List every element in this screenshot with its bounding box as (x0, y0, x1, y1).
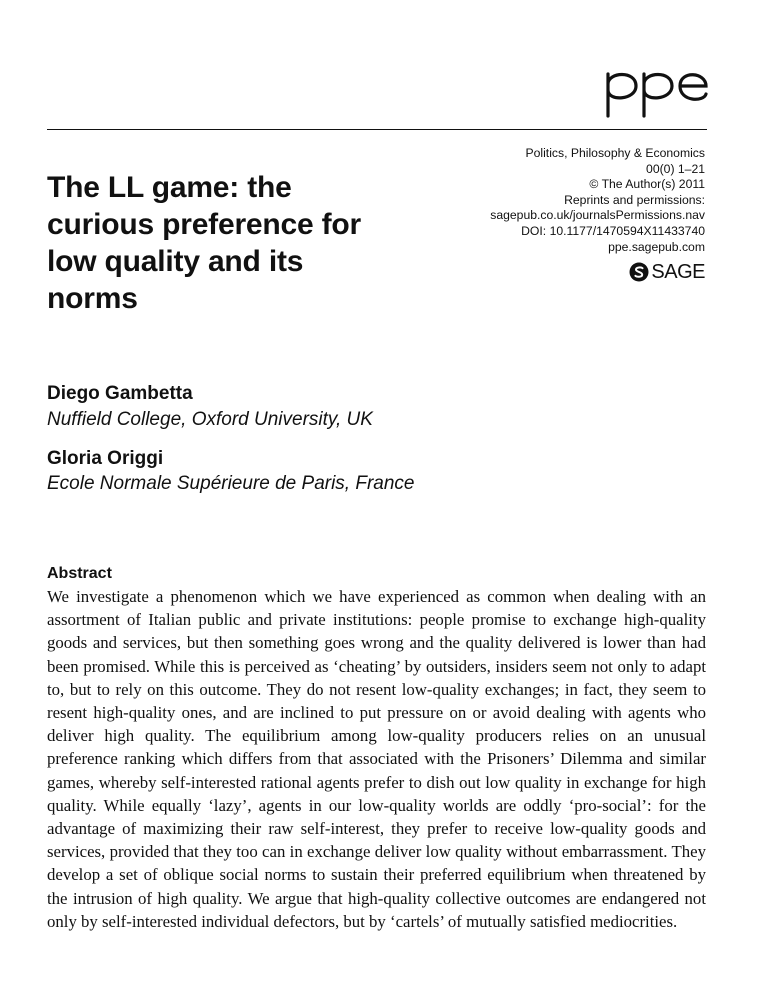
author-name: Gloria Origgi (47, 448, 164, 469)
reprints-label: Reprints and permissions: (564, 192, 705, 207)
journal-site[interactable]: ppe.sagepub.com (608, 239, 705, 254)
copyright: © The Author(s) 2011 (589, 177, 705, 192)
volume-issue: 00(0) 1–21 (646, 161, 705, 176)
title-line: The LL game: the (47, 171, 292, 204)
ppe-logo (600, 64, 710, 124)
journal-name: Politics, Philosophy & Economics (525, 146, 705, 160)
abstract-heading: Abstract (47, 565, 112, 582)
sage-wordmark: SAGE (651, 261, 705, 283)
doi[interactable]: DOI: 10.1177/1470594X11433740 (521, 223, 705, 238)
sage-icon (629, 262, 649, 282)
journal-metadata (405, 146, 705, 255)
abstract-text: We investigate a phenomenon which we have experienced as common when dealing with an assortment of Italian public and private institutions: people promise to exchange high-quality goods and services, but then something goes wrong and the quality delivered is lower than had been promised. While this is perceived as ‘cheating’ by outsiders, insiders seem not only to adapt to, but to rely on this outcome. They do not resent low-quality exchanges; in fact, they seem to resent high-quality ones, and are inclined to put pressure on or avoid dealing with agents who deliver high quality. The equilibrium among low-quality producers relies on an unusual preference ranking which differs from that associated with the Prisoners’ Dilemma and similar games, whereby self-interested rational agents prefer to dish out low quality in exchange for high quality. While equally ‘lazy’, agents in our low-quality worlds are oddly ‘pro-social’: for the advantage of maximizing their raw self-interest, they prefer to receive low-quality goods and services, provided that they too can in exchange deliver low quality without embarrassment. They develop a set of oblique social norms to sustain their preferred equilibrium when threatened by the intrusion of high quality. We argue that high-quality collective outcomes are endangered not only by self-interested individual defectors, but by ‘cartels’ of mutually satisfied mediocrities. (47, 587, 706, 931)
sage-logo (629, 260, 705, 284)
author-affiliation: Nuffield College, Oxford University, UK (47, 409, 373, 430)
article-title (47, 169, 427, 317)
title-line: curious preference for (47, 208, 362, 241)
author-name: Diego Gambetta (47, 383, 193, 404)
author-affiliation: Ecole Normale Supérieure de Paris, France (47, 473, 415, 494)
reprints-link[interactable]: sagepub.co.uk/journalsPermissions.nav (490, 208, 705, 223)
header-rule (47, 129, 707, 130)
title-line: norms (47, 282, 138, 315)
title-line: low quality and its (47, 245, 304, 278)
